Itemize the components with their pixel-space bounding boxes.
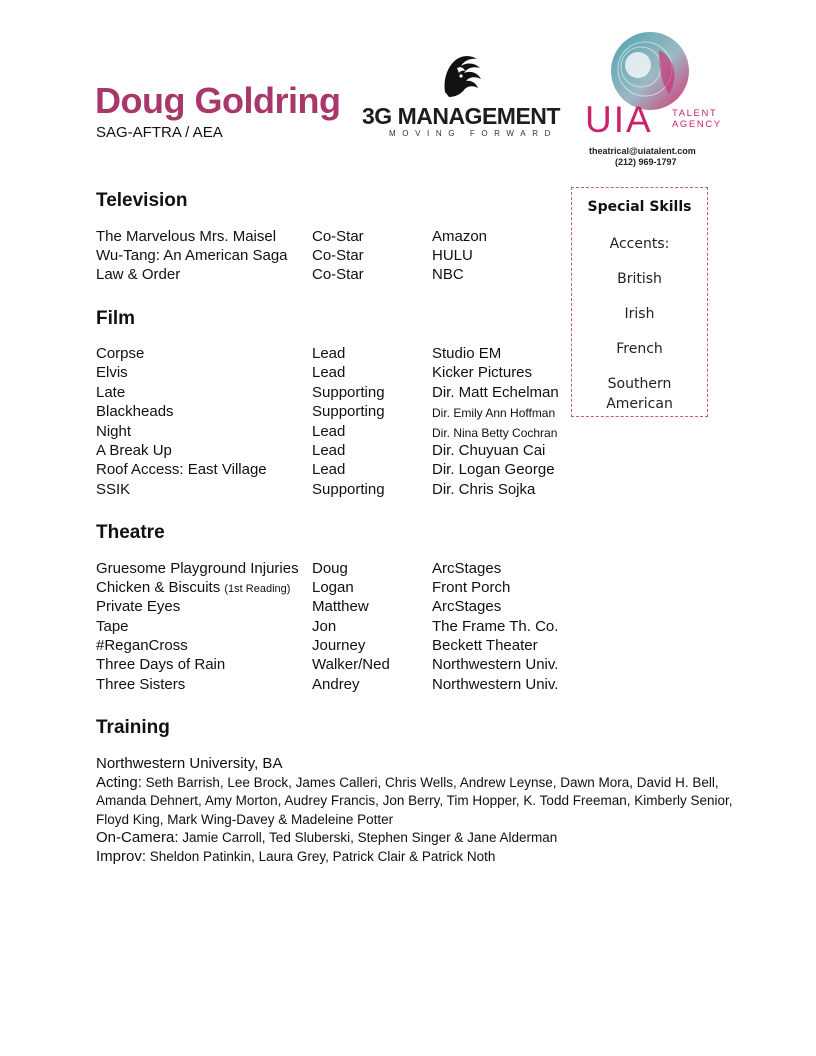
credit-row xyxy=(0,228,816,248)
credit-role: Andrey xyxy=(312,676,360,693)
credit-row xyxy=(0,403,816,423)
credit-venue: Kicker Pictures xyxy=(432,364,533,381)
credit-role: Jon xyxy=(312,618,337,635)
management-logo-tagline: MOVING FORWARD xyxy=(389,129,557,138)
credit-role: Lead xyxy=(312,461,346,478)
credit-row xyxy=(0,364,816,384)
credit-row xyxy=(0,618,816,638)
credit-role: Lead xyxy=(312,364,346,381)
credit-title: Elvis xyxy=(96,364,128,381)
skill-item: British xyxy=(617,271,662,287)
credit-title: Three Days of Rain xyxy=(96,656,226,673)
credit-role: Lead xyxy=(312,442,346,459)
credit-title: Night xyxy=(96,423,132,440)
credit-venue: HULU xyxy=(432,247,473,264)
credit-title: Gruesome Playground Injuries xyxy=(96,560,299,577)
special-skills-title: Special Skills xyxy=(587,199,692,215)
training-acting xyxy=(96,774,736,830)
credit-venue: Dir. Logan George xyxy=(432,461,555,478)
credit-title: The Marvelous Mrs. Maisel xyxy=(96,228,277,245)
credit-title: SSIK xyxy=(96,481,131,498)
credit-title: A Break Up xyxy=(96,442,172,459)
training-improv-label: Improv: xyxy=(96,847,147,865)
credit-title: Tape xyxy=(96,618,129,635)
skill-item: Southern xyxy=(607,376,672,392)
credit-title: Three Sisters xyxy=(96,676,186,693)
credit-role: Lead xyxy=(312,345,346,362)
training-body xyxy=(96,755,736,866)
credit-venue: The Frame Th. Co. xyxy=(432,618,559,635)
credit-venue: Dir. Emily Ann Hoffman xyxy=(432,406,556,420)
credit-row xyxy=(0,442,816,462)
credit-title: Wu-Tang: An American Saga xyxy=(96,247,288,264)
lion-head-icon xyxy=(437,52,487,100)
credit-venue: Amazon xyxy=(432,228,488,245)
credit-role: Lead xyxy=(312,423,346,440)
credit-venue: Front Porch xyxy=(432,579,511,596)
credit-row xyxy=(0,247,816,267)
credit-row xyxy=(0,560,816,580)
credit-venue: Dir. Matt Echelman xyxy=(432,384,559,401)
training-improv-list: Sheldon Patinkin, Laura Grey, Patrick Clair & Patrick Noth xyxy=(146,848,496,864)
training-improv xyxy=(96,848,736,867)
credit-row xyxy=(0,481,816,501)
credit-row xyxy=(0,345,816,365)
credit-title: #ReganCross xyxy=(96,637,188,654)
credit-venue: NBC xyxy=(432,266,464,283)
section-title-theatre: Theatre xyxy=(96,522,165,543)
credit-venue: Northwestern Univ. xyxy=(432,656,559,673)
agency-phone: (212) 969-1797 xyxy=(615,157,677,167)
credit-row xyxy=(0,423,816,443)
credit-title: Law & Order xyxy=(96,266,181,283)
credit-row xyxy=(0,579,816,599)
credit-role: Co-Star xyxy=(312,247,364,264)
skill-item: Accents: xyxy=(609,236,670,252)
training-camera-list: Jamie Carroll, Ted Sluberski, Stephen Singer & Jane Alderman xyxy=(178,830,558,845)
credit-title: Roof Access: East Village xyxy=(96,461,267,478)
credit-venue: Northwestern Univ. xyxy=(432,676,559,693)
credit-venue: Studio EM xyxy=(432,345,502,362)
skill-item: American xyxy=(606,396,673,412)
credit-role: Journey xyxy=(312,637,366,654)
agency-logo-subtitle-line1: TALENT xyxy=(672,108,718,119)
agency-logo-letters: UIA xyxy=(585,99,653,140)
training-acting-list: Seth Barrish, Lee Brock, James Calleri, Chris Wells, Andrew Leynse, Dawn Mora, David H. Bell, Amanda Dehnert, Amy Morton, Audrey Francis, Jon Berry, Tim Hopper, K. Todd Freeman, Kimberly Senior, Floyd King, Mark Wing-Davey & Madeleine Potter xyxy=(96,774,733,827)
training-degree: Northwestern University, BA xyxy=(96,755,283,772)
agency-logo-subtitle-line2: AGENCY xyxy=(672,119,722,130)
union-affiliations: SAG-AFTRA / AEA xyxy=(96,124,223,141)
agency-logo-subtitle xyxy=(672,108,722,130)
credit-row xyxy=(0,598,816,618)
actor-name: Doug Goldring xyxy=(95,80,341,121)
credit-role: Supporting xyxy=(312,384,385,401)
credit-title-wrap xyxy=(96,579,290,596)
section-title-film: Film xyxy=(96,308,136,329)
skill-item: French xyxy=(616,341,663,357)
credit-row xyxy=(0,266,816,286)
credit-title: Private Eyes xyxy=(96,598,181,615)
reading-note: (1st Reading) xyxy=(224,583,291,595)
credit-title: Late xyxy=(96,384,126,401)
credit-venue: Dir. Chris Sojka xyxy=(432,481,536,498)
credit-row xyxy=(0,384,816,404)
section-title-television: Television xyxy=(96,190,188,211)
credit-row xyxy=(0,656,816,676)
credit-role: Walker/Ned xyxy=(312,656,390,673)
agency-email: theatrical@uiatalent.com xyxy=(589,146,696,156)
section-title-training: Training xyxy=(96,717,170,738)
credit-role: Co-Star xyxy=(312,266,364,283)
training-acting-label: Acting: xyxy=(96,773,142,791)
credit-venue: Dir. Chuyuan Cai xyxy=(432,442,546,459)
credit-row xyxy=(0,637,816,657)
credit-title: Blackheads xyxy=(96,403,174,420)
training-camera-label: On-Camera: xyxy=(96,829,179,846)
credit-row xyxy=(0,461,816,481)
credit-venue: ArcStages xyxy=(432,598,502,615)
credit-role: Co-Star xyxy=(312,228,364,245)
credit-venue: ArcStages xyxy=(432,560,502,577)
credit-title: Corpse xyxy=(96,345,145,362)
training-camera xyxy=(96,829,736,848)
credit-venue: Beckett Theater xyxy=(432,637,538,654)
credit-row xyxy=(0,676,816,696)
credit-role: Supporting xyxy=(312,403,385,420)
credit-title: Chicken & Biscuits xyxy=(96,579,221,596)
skill-item: Irish xyxy=(624,306,655,322)
credit-role: Doug xyxy=(312,560,348,577)
management-logo-title: 3G MANAGEMENT xyxy=(362,103,560,129)
credit-role: Matthew xyxy=(312,598,369,615)
credit-venue: Dir. Nina Betty Cochran xyxy=(432,426,558,440)
credit-role: Logan xyxy=(312,579,354,596)
credit-role: Supporting xyxy=(312,481,385,498)
